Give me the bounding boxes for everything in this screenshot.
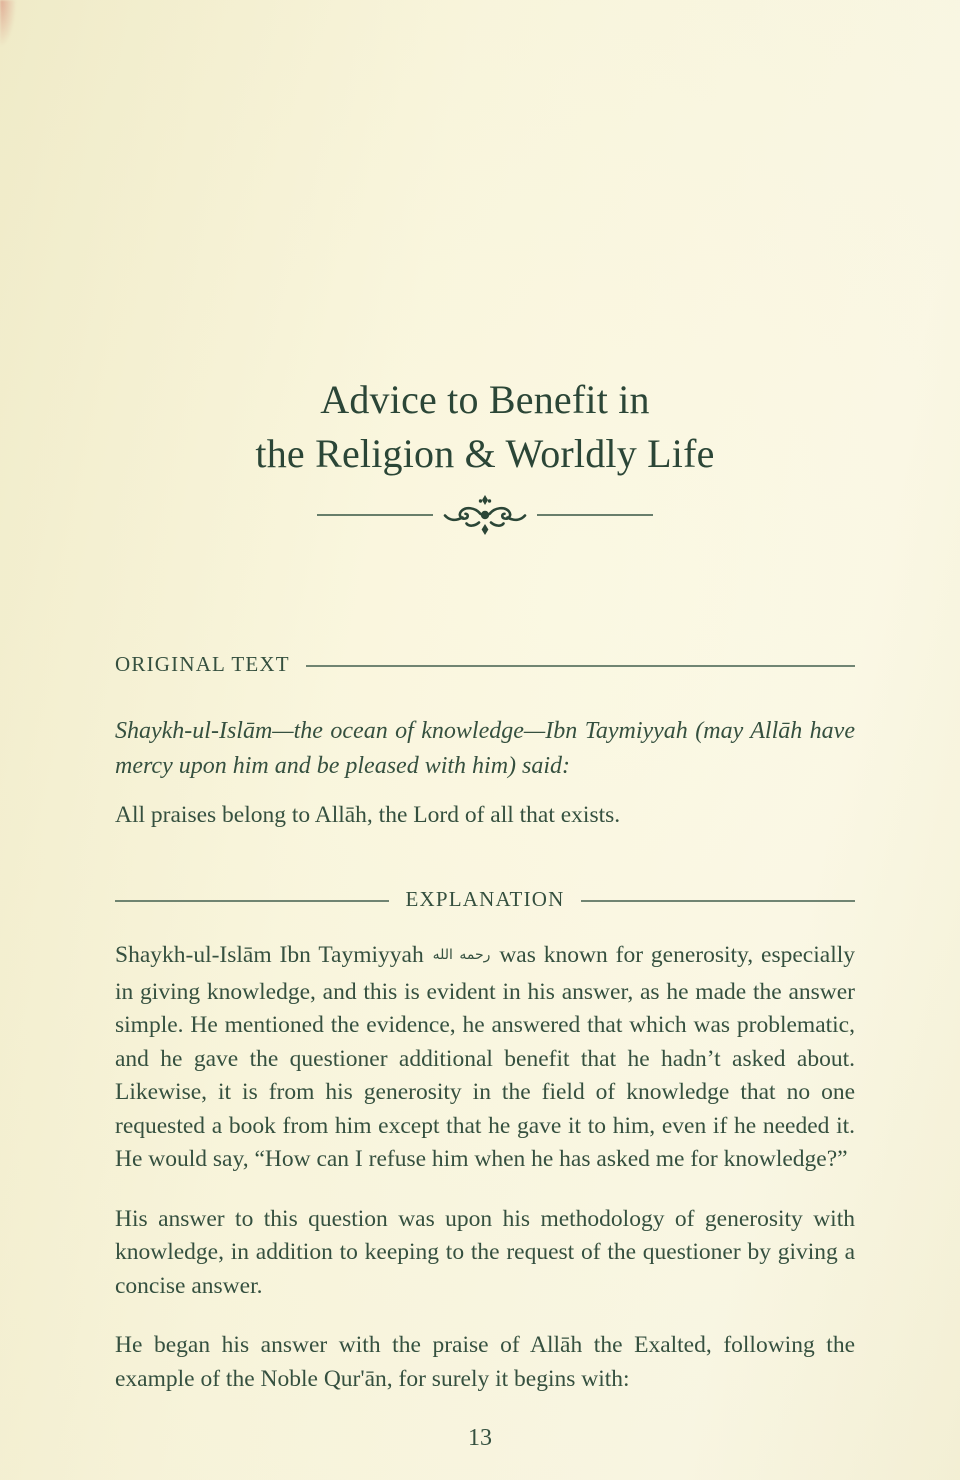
fleuron-divider (317, 493, 653, 537)
quote-attribution: Shaykh-ul-Islām—the ocean of knowledge—Ibn Taymiyyah (may Allāh have mercy upon him and be pleased with him) said: (115, 718, 855, 779)
rahimahullah-honorific: رحمه الله (432, 947, 491, 963)
chapter-title-line2: the Religion & Worldly Life (255, 431, 715, 476)
divider-line-right (537, 514, 653, 516)
page-footer (0, 1425, 960, 1452)
explanation-paragraph-3: He began his answer with the praise of Allāh the Exalted, following the example of the Noble Qur'ān, for surely it begins with: (115, 1332, 855, 1392)
divider-line-left (317, 514, 433, 516)
explanation-label: EXPLANATION (405, 887, 565, 911)
heading-rule (306, 665, 855, 667)
explanation-paragraph-1 (115, 939, 855, 1177)
heading-rule-right (581, 900, 855, 902)
original-text-label: ORIGINAL TEXT (115, 652, 290, 676)
page-number: 13 (468, 1425, 492, 1451)
quote-text: All praises belong to Allāh, the Lord of all that exists. (115, 802, 621, 828)
explanation-section (115, 888, 855, 1396)
paragraph-text: Shaykh-ul-Islām Ibn Taymiyyah (115, 942, 424, 968)
fleuron-icon (437, 493, 533, 537)
chapter-title-line1: Advice to Benefit in (320, 377, 650, 422)
paragraph-text: was known for generosity, especially in giving knowledge, and this is evident in his answer, as he made the answer simple. He mentioned the evidence, he answered that which was problematic, and he gave the questioner additional benefit that he hadn’t asked about. Likewise, it is from his generosity in the field of knowledge that no one requested a book from him except that he gave it to him, even if he needed it. He would say, “How can I refuse him when he has asked me for knowledge?” (115, 942, 856, 1172)
chapter-title (115, 373, 855, 481)
explanation-paragraph-2: His answer to this question was upon his methodology of generosity with knowledge, in addition to keeping to the request of the questioner by giving a concise answer. (115, 1205, 855, 1299)
chapter-header (115, 373, 855, 537)
explanation-heading (115, 888, 855, 913)
original-text-section (115, 653, 855, 832)
heading-rule-left (115, 900, 389, 902)
original-text-heading (115, 653, 855, 678)
